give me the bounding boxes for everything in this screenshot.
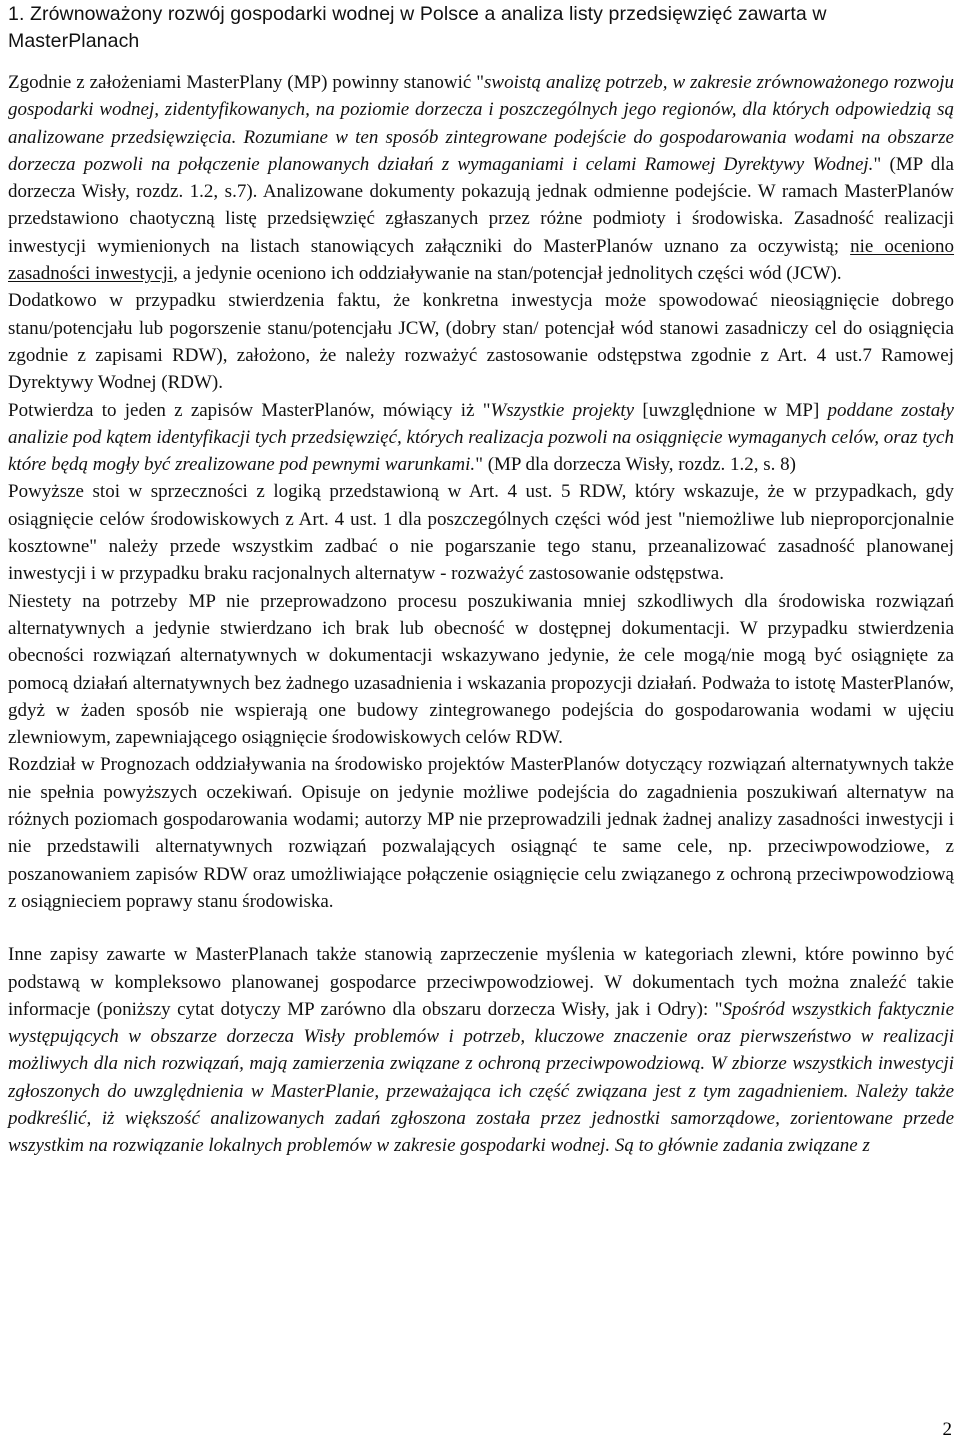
p3-text-e: " (MP dla dorzecza Wisły, rozdz. 1.2, s. 8)	[475, 454, 796, 476]
p3-text-c: [uwzględnione w MP]	[634, 399, 828, 421]
paragraph-3	[8, 397, 954, 479]
paragraph-5: Niestety na potrzeby MP nie przeprowadzono procesu poszukiwania mniej szkodliwych dla środowiska rozwiązań alternatywnych a jedynie stwierdzano ich brak lub obecność w dostępnej dokumentacji. W przypadku stwierdzenia obecności rozwiązań alternatywnych w dokumentacji wskazywano jedynie, że cele mogą/nie mogą być osiągnięte za pomocą działań alternatywnych bez żadnego uzasadnienia i wskazania propozycji działań. Podważa to istotę MasterPlanów, gdyż w żaden sposób nie wspierają one budowy zintegrowanego podejścia do gospodarowania wodami w ujęciu zlewniowym, zapewniającego osiągnięcie środowiskowych celów RDW.	[8, 590, 954, 749]
paragraph-7	[8, 941, 954, 1159]
p3-quote-b: Wszystkie projekty	[490, 399, 635, 421]
p7-text-a: Inne zapisy zawarte w MasterPlanach także stanowią zaprzeczenie myślenia w kategoriach zlewni, które powinno być podstawą w kompleksowo planowanej gospodarce przeciwpowodziowej. W dokumentach tych można znaleźć takie informacje (poniższy cytat dotyczy MP zarówno dla obszaru dorzecza Wisły, jak i Odry): "	[8, 944, 954, 1020]
paragraph-4: Powyższe stoi w sprzeczności z logiką przedstawioną w Art. 4 ust. 5 RDW, który wskazuje, że w przypadkach, gdy osiągnięcie celów środowiskowych z Art. 4 ust. 1 dla poszczególnych części wód jest "niemożliwe lub nieproporcjonalnie kosztowne" należy przede wszystkim zadbać o nie pogarszanie tego stanu, przeanalizować zasadność planowanej inwestycji i w przypadku braku racjonalnych alternatyw - rozważyć zastosowanie odstępstwa.	[8, 481, 954, 585]
document-page	[8, 0, 954, 1160]
p1-text-c: " (MP dla dorzecza Wisły, rozdz. 1.2, s.7). Analizowane dokumenty pokazują jednak odmienne podejście. W ramach MasterPlanów przedstawiono chaotyczną listę przedsięwzięć zgłaszanych przez różne podmioty i środowiska. Zasadność realizacji inwestycji wymienionych na listach stanowiących załączniki do MasterPlanów uznano za oczywistą;	[8, 153, 954, 257]
p7-quote: Spośród wszystkich faktycznie występujących w obszarze dorzecza Wisły problemów i potrzeb, kluczowe znaczenie oraz pierwszeństwo w realizacji możliwych dla nich rozwiązań, mają zamierzenia związane z ochroną przeciwpowodziową. W zbiorze wszystkich inwestycji zgłoszonych do uwzględnienia w MasterPlanie, przeważająca ich część związana jest z tym zagadnieniem. Należy także podkreślić, iż większość analizowanych zadań zgłoszona została przez jednostki samorządowe, zorientowane przede wszystkim na rozwiązanie lokalnych problemów w zakresie gospodarki wodnej. Są to głównie zadania związane z	[8, 998, 954, 1157]
p1-quote: swoistą analizę potrzeb, w zakresie zrównoważonego rozwoju gospodarki wodnej, zidentyfikowanych, na poziomie dorzecza i poszczególnych jego regionów, dla których odpowiedzią są analizowane przedsięwzięcia. Rozumiane w ten sposób zintegrowane podejście do gospodarowania wodami na obszarze dorzecza pozwoli na połączenie planowanych działań z wymaganiami i celami Ramowej Dyrektywy Wodnej.	[8, 72, 954, 175]
p3-quote-d: poddane zostały analizie pod kątem identyfikacji tych przedsięwzięć, których realizacja pozwoli na osiągnięcie wymaganych celów, oraz tych które będą mogły być zrealizowane pod pewnymi warunkami.	[8, 399, 954, 476]
section-heading: 1. Zrównoważony rozwój gospodarki wodnej w Polsce a analiza listy przedsięwzięć zawarta w MasterPlanach	[8, 3, 827, 52]
page-number: 2	[942, 1419, 952, 1440]
p1-text-e: , a jedynie oceniono ich oddziaływanie na stan/potencjał jednolitych części wód (JCW).	[173, 263, 842, 285]
paragraph-2: Dodatkowo w przypadku stwierdzenia faktu, że konkretna inwestycja może spowodować nieosiągnięcie dobrego stanu/potencjału lub pogorszenie stanu/potencjału JCW, (dobry stan/ potencjał wód stanowi zasadniczy cel do osiągnięcia zgodnie z zapisami RDW), założono, że należy rozważyć zastosowanie odstępstwa zgodnie z Art. 4 ust.7 Ramowej Dyrektywy Wodnej (RDW).	[8, 290, 954, 394]
paragraph-1	[8, 69, 954, 287]
p1-underlined: nie oceniono zasadności inwestycji	[8, 235, 955, 285]
p3-text-a: Potwierdza to jeden z zapisów MasterPlanów, mówiący iż "	[8, 399, 491, 421]
p1-text-a: Zgodnie z założeniami MasterPlany (MP) powinny stanowić "	[8, 72, 485, 93]
paragraph-6: Rozdział w Prognozach oddziaływania na środowisko projektów MasterPlanów dotyczący rozwiązań alternatywnych także nie spełnia powyższych oczekiwań. Opisuje on jedynie możliwe podejścia do zagadnienia poszukiwań alternatyw na różnych poziomach gospodarowania wodami; autorzy MP nie przeprowadzili jednak żadnej analizy zasadności inwestycji i nie przedstawili alternatywnych rozwiązań pozwalających osiągnąć te same cele, np. przeciwpowodziowe, z poszanowaniem zapisów RDW oraz umożliwiające połączenie osiągnięcie celu związanego z ochroną przeciwpowodziową z osiągnieciem poprawy stanu środowiska.	[8, 754, 954, 912]
